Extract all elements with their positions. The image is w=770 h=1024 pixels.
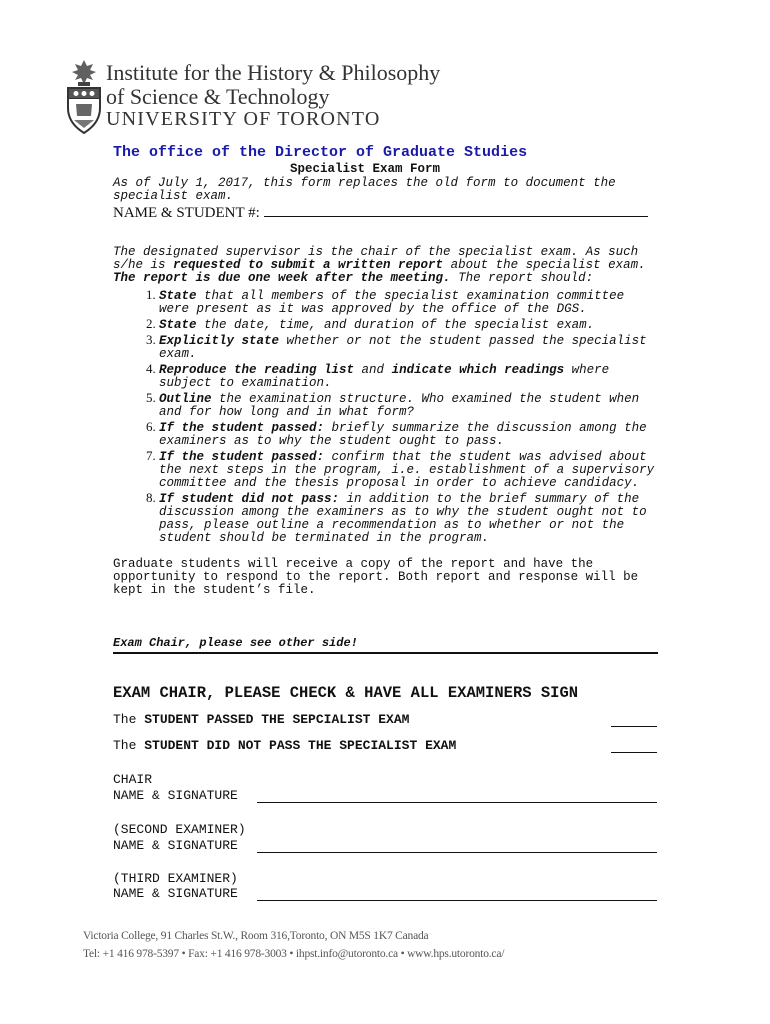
form-title: Specialist Exam Form: [290, 162, 441, 176]
list-item: [159, 449, 658, 490]
passed-option: [113, 712, 409, 727]
intro-text-1: The designated supervisor is the chair of the specialist exam. As such s/he is: [113, 245, 639, 272]
list-item: [159, 491, 658, 545]
name-student-field[interactable]: [113, 204, 648, 222]
requirements-list: [113, 288, 658, 546]
failed-checkbox-blank[interactable]: [611, 752, 657, 753]
requirement-text: and: [354, 363, 392, 377]
chair-role: CHAIR: [113, 772, 153, 787]
requirement-bold: Explicitly state: [159, 334, 280, 348]
list-item: [159, 420, 658, 448]
second-examiner-signature-line[interactable]: [257, 852, 657, 853]
university-name: UNIVERSITY OF TORONTO: [106, 108, 381, 130]
third-examiner-signature-line[interactable]: [257, 900, 657, 901]
replaces-note: As of July 1, 2017, this form replaces the old form to document the specialist exam.: [113, 176, 616, 203]
footer-address: Victoria College, 91 Charles St.W., Room 316,Toronto, ON M5S 1K7 Canada: [83, 930, 429, 942]
passed-label: STUDENT PASSED THE SEPCIALIST EXAM: [144, 712, 410, 727]
intro-paragraph: [113, 246, 658, 285]
name-student-label: NAME & STUDENT #:: [113, 205, 260, 221]
requirement-text: in addition to the brief summary of the discussion among the examiners as to why the student ought not to pass, please outline a recommendation as to whether or not the student should be terminated in the program.: [159, 492, 647, 545]
failed-label: STUDENT DID NOT PASS THE SPECIALIST EXAM: [144, 738, 457, 753]
intro-bold-2: The report is due one week after the meeting.: [113, 271, 451, 285]
requirement-bold: If the student passed:: [159, 450, 325, 464]
second-examiner-signature-label: NAME & SIGNATURE: [113, 838, 238, 853]
institute-name-line2: of Science & Technology: [106, 84, 330, 109]
checklist-title: EXAM CHAIR, PLEASE CHECK & HAVE ALL EXAMINERS SIGN: [113, 684, 579, 702]
see-other-side-note: Exam Chair, please see other side!: [113, 636, 358, 650]
list-item: [159, 333, 658, 361]
requirement-text: the date, time, and duration of the specialist exam.: [196, 318, 595, 332]
third-examiner-signature-label: NAME & SIGNATURE: [113, 886, 238, 901]
requirement-bold: If the student passed:: [159, 421, 325, 435]
requirement-text: confirm that the student was advised about the next steps in the program, i.e. establishment of a supervisory committee and the thesis proposal in order to achieve candidacy.: [159, 450, 655, 490]
second-examiner-role: (SECOND EXAMINER): [113, 822, 246, 837]
requirement-bold: Reproduce the reading list: [159, 363, 355, 377]
institute-name-line1: Institute for the History & Philosophy: [106, 60, 441, 85]
requirement-text: that all members of the specialist examination committee were present as it was approved by the office of the DGS.: [159, 289, 625, 316]
section-divider: [113, 652, 658, 654]
failed-option: [113, 738, 456, 753]
failed-prefix: The: [113, 738, 145, 753]
requirement-bold: State: [159, 289, 197, 303]
footer-contact: Tel: +1 416 978-5397 • Fax: +1 416 978-3003 • ihpst.info@utoronto.ca • www.hps.utoronto.ca/: [83, 948, 505, 960]
office-heading: The office of the Director of Graduate Studies: [113, 144, 528, 161]
chair-signature-line[interactable]: [257, 802, 657, 803]
intro-text-2: about the specialist exam.: [443, 258, 646, 272]
requirement-text: the examination structure. Who examined the student when and for how long and in what form?: [159, 392, 640, 419]
intro-text-3: The report should:: [450, 271, 594, 285]
requirement-text: whether or not the student passed the specialist exam.: [159, 334, 647, 361]
intro-bold-1: requested to submit a written report: [173, 258, 444, 272]
third-examiner-role: (THIRD EXAMINER): [113, 871, 238, 886]
list-item: [159, 288, 658, 316]
list-item: [159, 391, 658, 419]
requirement-bold: Outline: [159, 392, 212, 406]
requirement-bold: If student did not pass:: [159, 492, 340, 506]
passed-prefix: The: [113, 712, 145, 727]
requirement-bold: indicate which readings: [391, 363, 565, 377]
university-crest-logo: [64, 58, 104, 136]
requirement-text: briefly summarize the discussion among the examiners as to why the student ought to pass.: [159, 421, 647, 448]
requirement-text: where subject to examination.: [159, 363, 610, 390]
passed-checkbox-blank[interactable]: [611, 726, 657, 727]
list-item: [159, 362, 658, 390]
name-student-blank[interactable]: [264, 204, 648, 217]
chair-signature-label: NAME & SIGNATURE: [113, 788, 238, 803]
graduate-note: Graduate students will receive a copy of the report and have the opportunity to respond to the report. Both report and response will be kept in the student’s file.: [113, 557, 639, 597]
requirement-bold: State: [159, 318, 197, 332]
list-item: [159, 317, 658, 332]
